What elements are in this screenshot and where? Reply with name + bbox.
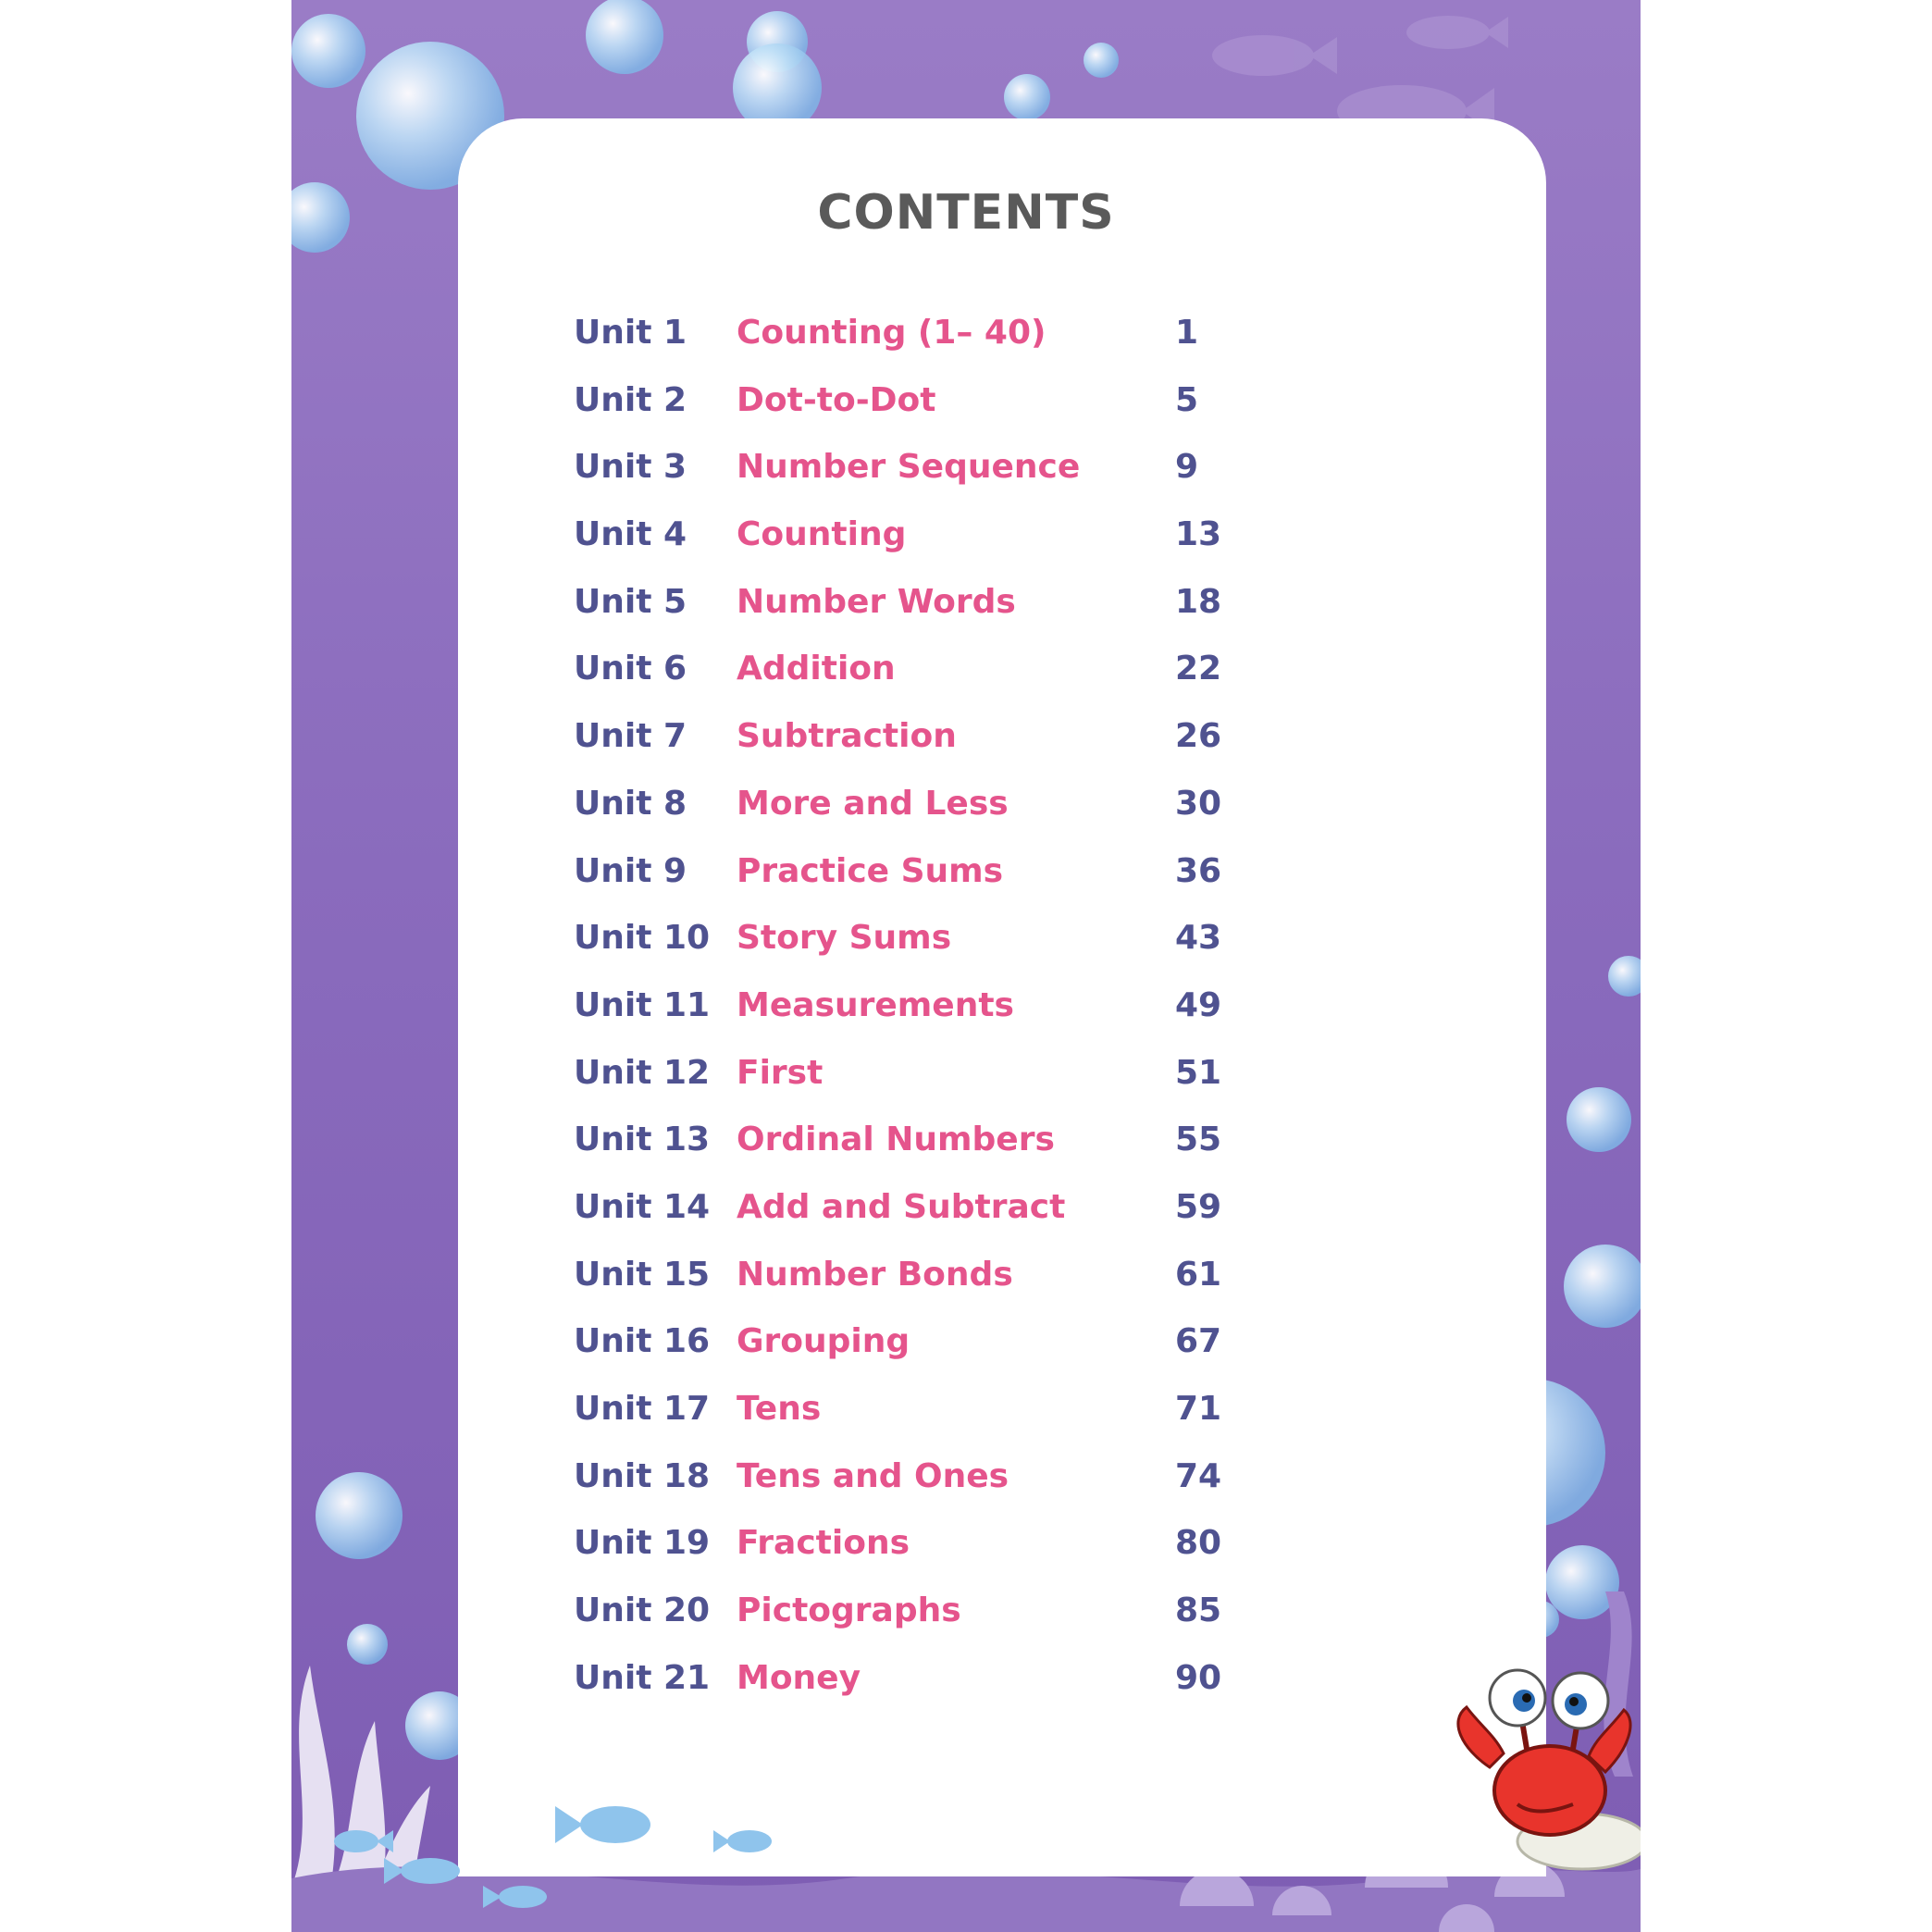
topic-title: Counting (737, 515, 907, 554)
toc-entry-10 (574, 910, 1499, 978)
unit-label: Unit 18 (574, 1456, 711, 1495)
unit-label: Unit 3 (574, 448, 687, 487)
toc-entry-1 (574, 305, 1499, 373)
unit-label: Unit 6 (574, 650, 687, 688)
toc-entry-16 (574, 1314, 1499, 1381)
unit-label: Unit 14 (574, 1187, 711, 1226)
page-number: 59 (1175, 1187, 1222, 1226)
unit-label: Unit 8 (574, 784, 687, 823)
unit-label: Unit 17 (574, 1390, 711, 1428)
page-number: 74 (1175, 1456, 1222, 1495)
toc-entry-9 (574, 844, 1499, 911)
page-number: 71 (1175, 1390, 1222, 1428)
topic-title: Pictographs (737, 1591, 961, 1630)
page-number: 26 (1175, 717, 1222, 756)
topic-title: Tens and Ones (737, 1456, 1009, 1495)
page-number: 1 (1175, 314, 1199, 352)
toc-entry-14 (574, 1180, 1499, 1247)
topic-title: Number Sequence (737, 448, 1081, 487)
page-number: 80 (1175, 1524, 1222, 1563)
toc-entry-20 (574, 1583, 1499, 1651)
toc-entry-3 (574, 440, 1499, 507)
unit-label: Unit 19 (574, 1524, 711, 1563)
unit-label: Unit 16 (574, 1322, 711, 1361)
toc-entry-15 (574, 1247, 1499, 1315)
toc-entry-2 (574, 373, 1499, 440)
unit-label: Unit 11 (574, 985, 711, 1024)
page-number: 61 (1175, 1255, 1222, 1294)
page-number: 43 (1175, 919, 1222, 958)
fish-icons (334, 1806, 772, 1908)
topic-title: Add and Subtract (737, 1187, 1066, 1226)
unit-label: Unit 9 (574, 851, 687, 890)
unit-label: Unit 7 (574, 717, 687, 756)
unit-label: Unit 2 (574, 380, 687, 419)
topic-title: Story Sums (737, 919, 952, 958)
topic-title: Dot-to-Dot (737, 380, 936, 419)
page-number: 22 (1175, 650, 1222, 688)
page-number: 67 (1175, 1322, 1222, 1361)
topic-title: Ordinal Numbers (737, 1121, 1055, 1159)
topic-title: Subtraction (737, 717, 957, 756)
unit-label: Unit 4 (574, 515, 687, 554)
toc-entry-6 (574, 641, 1499, 709)
toc-entry-11 (574, 978, 1499, 1046)
page-number: 36 (1175, 851, 1222, 890)
toc-entry-7 (574, 709, 1499, 776)
toc-entry-12 (574, 1046, 1499, 1113)
topic-title: Number Words (737, 582, 1016, 621)
page-number: 49 (1175, 985, 1222, 1024)
topic-title: First (737, 1053, 824, 1092)
topic-title: More and Less (737, 784, 1009, 823)
page-number: 90 (1175, 1658, 1222, 1697)
page-number: 5 (1175, 380, 1199, 419)
unit-label: Unit 13 (574, 1121, 711, 1159)
topic-title: Counting (1– 40) (737, 314, 1046, 352)
unit-label: Unit 5 (574, 582, 687, 621)
toc-entry-21 (574, 1651, 1499, 1718)
page-title: CONTENTS (817, 185, 1115, 241)
table-of-contents (574, 305, 1499, 1717)
topic-title: Measurements (737, 985, 1014, 1024)
page-number: 51 (1175, 1053, 1222, 1092)
page-number: 13 (1175, 515, 1222, 554)
book-page (291, 0, 1641, 1932)
unit-label: Unit 20 (574, 1591, 711, 1630)
unit-label: Unit 10 (574, 919, 711, 958)
page-number: 85 (1175, 1591, 1222, 1630)
toc-entry-19 (574, 1516, 1499, 1583)
topic-title: Fractions (737, 1524, 910, 1563)
toc-entry-4 (574, 507, 1499, 575)
toc-entry-13 (574, 1112, 1499, 1180)
toc-entry-18 (574, 1449, 1499, 1517)
unit-label: Unit 21 (574, 1658, 711, 1697)
unit-label: Unit 15 (574, 1255, 711, 1294)
page-number: 9 (1175, 448, 1199, 487)
toc-entry-5 (574, 575, 1499, 642)
unit-label: Unit 12 (574, 1053, 711, 1092)
unit-label: Unit 1 (574, 314, 687, 352)
toc-entry-8 (574, 776, 1499, 844)
topic-title: Practice Sums (737, 851, 1004, 890)
topic-title: Addition (737, 650, 896, 688)
topic-title: Grouping (737, 1322, 910, 1361)
page-number: 55 (1175, 1121, 1222, 1159)
page-number: 18 (1175, 582, 1222, 621)
topic-title: Money (737, 1658, 861, 1697)
topic-title: Tens (737, 1390, 822, 1428)
topic-title: Number Bonds (737, 1255, 1013, 1294)
toc-entry-17 (574, 1381, 1499, 1449)
page-number: 30 (1175, 784, 1222, 823)
